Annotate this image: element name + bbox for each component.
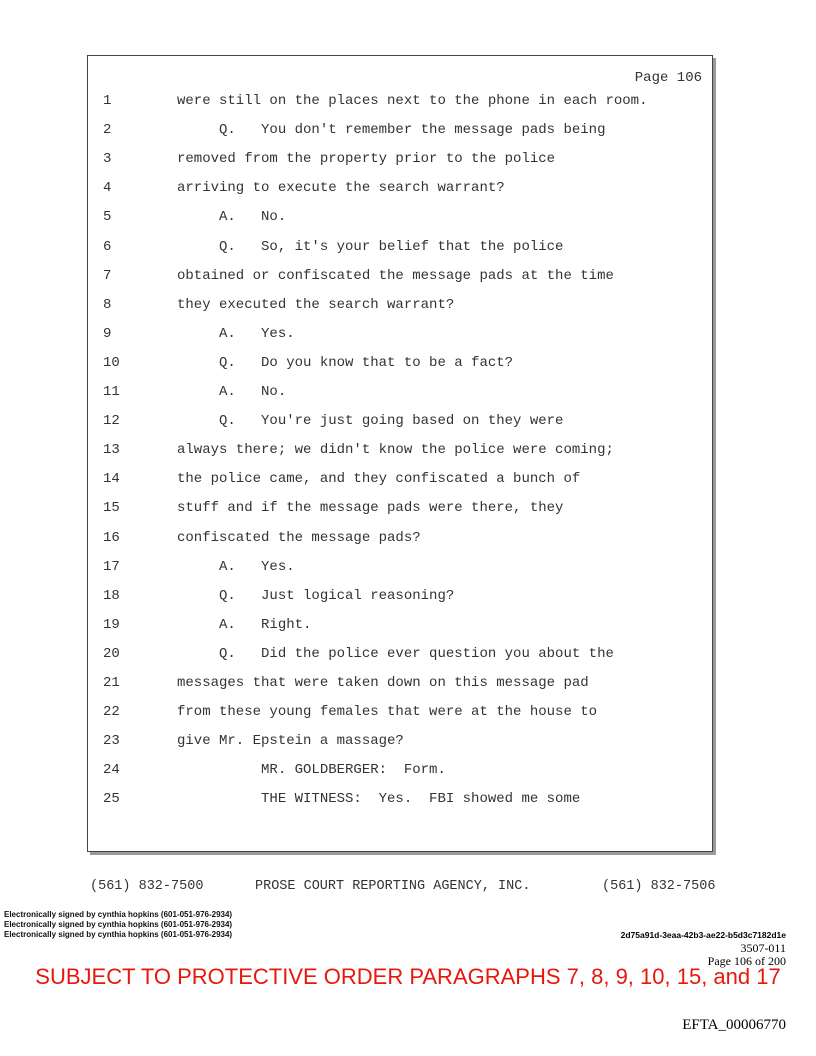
transcript-line: [0, 500, 816, 520]
footer-agency: PROSE COURT REPORTING AGENCY, INC.: [255, 879, 531, 894]
transcript-line: [0, 559, 816, 579]
line-text: Q. Just logical reasoning?: [177, 587, 455, 604]
line-number: 25: [103, 791, 120, 808]
line-number: 22: [103, 704, 120, 721]
transcript-line: [0, 151, 816, 171]
line-number: 10: [103, 354, 120, 371]
transcript-line: [0, 704, 816, 724]
line-number: 15: [103, 500, 120, 517]
line-number: 18: [103, 587, 120, 604]
e-signature-line: Electronically signed by cynthia hopkins (601-051-976-2934): [4, 930, 233, 939]
transcript-line: [0, 209, 816, 229]
line-text: stuff and if the message pads were there, they: [177, 500, 564, 517]
line-number: 23: [103, 733, 120, 750]
line-number: 14: [103, 471, 120, 488]
line-text: THE WITNESS: Yes. FBI showed me some: [177, 791, 581, 808]
bates-number: EFTA_00006770: [682, 1017, 786, 1033]
line-text: the police came, and they confiscated a bunch of: [177, 471, 581, 488]
line-number: 13: [103, 442, 120, 459]
transcript-line: [0, 93, 816, 113]
transcript-line: [0, 297, 816, 317]
line-text: Q. You don't remember the message pads being: [177, 122, 606, 139]
transcript-line: [0, 180, 816, 200]
line-text: Q. Do you know that to be a fact?: [177, 354, 514, 371]
transcript-line: [0, 675, 816, 695]
line-text: A. Yes.: [177, 558, 295, 575]
line-text: were still on the places next to the phone in each room.: [177, 93, 648, 109]
line-number: 17: [103, 558, 120, 575]
line-text: Q. You're just going based on they were: [177, 413, 564, 430]
line-number: 4: [103, 180, 112, 197]
line-text: A. Yes.: [177, 325, 295, 342]
e-signature-line: Electronically signed by cynthia hopkins (601-051-976-2934): [4, 920, 233, 929]
transcript-line: [0, 588, 816, 608]
line-number: 19: [103, 616, 120, 633]
exhibit-number: 3507-011: [740, 941, 786, 955]
e-signature-line: Electronically signed by cynthia hopkins (601-051-976-2934): [4, 910, 233, 919]
document-hash: 2d75a91d-3eaa-42b3-ae22-b5d3c7182d1e: [620, 930, 786, 940]
transcript-line: [0, 646, 816, 666]
line-number: 2: [103, 122, 112, 139]
transcript-line: [0, 530, 816, 550]
line-text: give Mr. Epstein a massage?: [177, 733, 404, 750]
line-number: 20: [103, 645, 120, 662]
line-text: Q. So, it's your belief that the police: [177, 238, 564, 255]
line-text: A. Right.: [177, 616, 312, 633]
transcript-line: [0, 471, 816, 491]
line-number: 11: [103, 384, 120, 400]
transcript-line: [0, 239, 816, 259]
line-number: 8: [103, 296, 112, 313]
transcript-line: [0, 326, 816, 346]
transcript-line: [0, 791, 816, 811]
line-text: A. No.: [177, 384, 287, 400]
line-number: 12: [103, 413, 120, 430]
footer-phone-right: (561) 832-7506: [602, 879, 716, 894]
transcript-line: [0, 268, 816, 288]
line-number: 7: [103, 267, 112, 284]
line-number: 1: [103, 93, 112, 109]
transcript-line: [0, 413, 816, 433]
transcript-line: [0, 442, 816, 462]
line-text: confiscated the message pads?: [177, 529, 421, 546]
line-text: obtained or confiscated the message pads at the time: [177, 267, 614, 284]
line-number: 24: [103, 762, 120, 779]
transcript-line: [0, 384, 816, 404]
line-text: Q. Did the police ever question you about the: [177, 645, 614, 662]
line-text: always there; we didn't know the police were coming;: [177, 442, 614, 459]
footer-phone-left: (561) 832-7500: [90, 879, 204, 894]
line-text: MR. GOLDBERGER: Form.: [177, 762, 446, 779]
line-text: removed from the property prior to the police: [177, 151, 556, 168]
line-text: messages that were taken down on this message pad: [177, 675, 589, 691]
protective-order-notice: SUBJECT TO PROTECTIVE ORDER PARAGRAPHS 7, 8, 9, 10, 15, and 17: [35, 964, 781, 989]
line-number: 9: [103, 325, 112, 342]
page-of-total: Page 106 of 200: [707, 954, 786, 968]
line-text: from these young females that were at the house to: [177, 704, 598, 721]
page-number: Page 106: [634, 70, 702, 86]
line-text: arriving to execute the search warrant?: [177, 180, 505, 197]
line-number: 21: [103, 675, 120, 691]
transcript-line: [0, 733, 816, 753]
transcript-line: [0, 122, 816, 142]
line-text: they executed the search warrant?: [177, 296, 455, 313]
transcript-line: [0, 355, 816, 375]
line-number: 6: [103, 238, 112, 255]
line-number: 16: [103, 529, 120, 546]
line-number: 3: [103, 151, 112, 168]
line-text: A. No.: [177, 209, 287, 226]
transcript-line: [0, 617, 816, 637]
transcript-line: [0, 762, 816, 782]
line-number: 5: [103, 209, 112, 226]
